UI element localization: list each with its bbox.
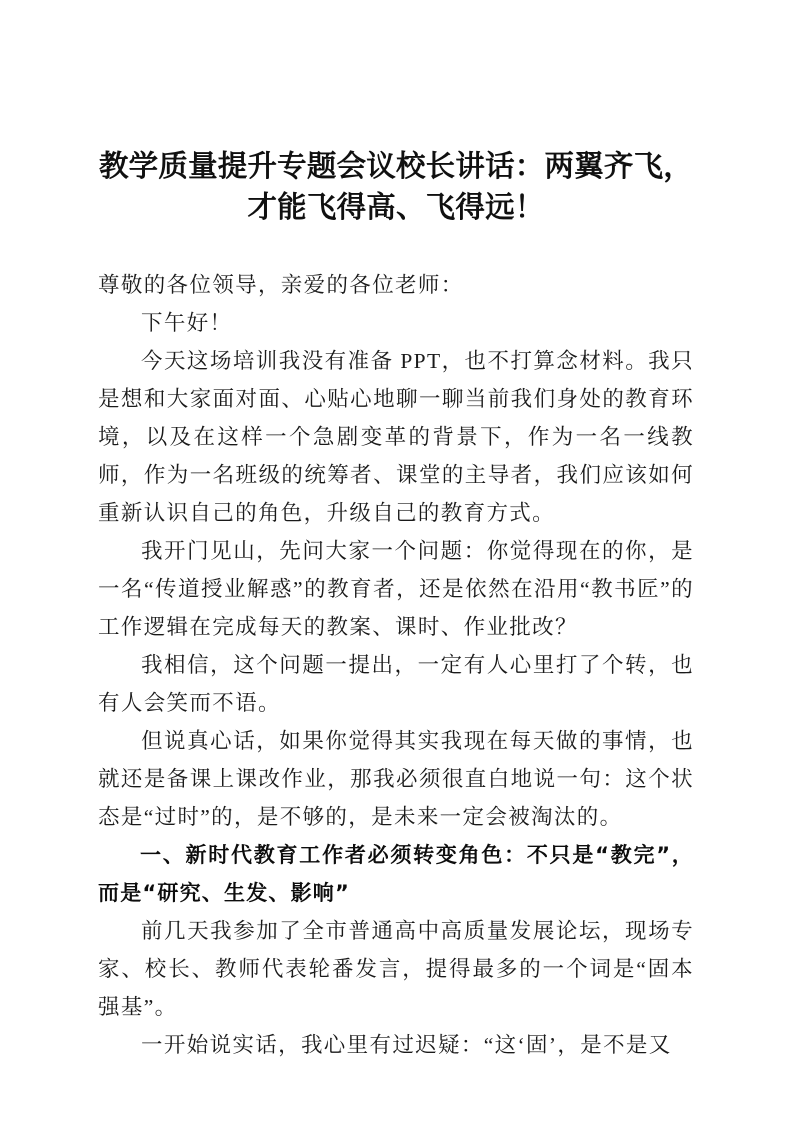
paragraph-doubt: 一开始说实话，我心里有过迟疑：“这‘固’，是不是又 xyxy=(141,1033,672,1057)
paragraph-opening: 今天这场培训我没有准备 PPT，也不打算念材料。我只是想和大家面对面、心贴心地聊一聊当前我们身处的教育环境，以及在这样一个急剧变革的背景下，作为一名一线教师，作为一名班级的统筹者、课堂的主导者，我们应该如何重新认识自己的角色，升级自己的教育方式。 xyxy=(98,349,694,525)
document-paragraph-list xyxy=(98,266,694,1064)
paragraph-question: 我开门见山，先问大家一个问题：你觉得现在的你，是一名“传道授业解惑”的教育者，还是依然在沿用“教书匠”的工作逻辑在完成每天的教案、课时、作业批改？ xyxy=(98,539,694,639)
paragraph-greeting: 下午好！ xyxy=(141,311,233,335)
page-title: 教学质量提升专题会议校长讲话：两翼齐飞，才能飞得高、飞得远！ xyxy=(98,149,693,224)
paragraph-section-one-heading: 一、新时代教育工作者必须转变角色：不只是“教完”，而是“研究、生发、影响” xyxy=(98,843,694,905)
paragraph-salutation: 尊敬的各位领导，亲爱的各位老师： xyxy=(98,273,464,297)
paragraph-belief: 我相信，这个问题一提出，一定有人心里打了个转，也有人会笑而不语。 xyxy=(98,653,694,715)
paragraph-forum: 前几天我参加了全市普通高中高质量发展论坛，现场专家、校长、教师代表轮番发言，提得最多的一个词是“固本强基”。 xyxy=(98,919,694,1019)
paragraph-truth: 但说真心话，如果你觉得其实我现在每天做的事情，也就还是备课上课改作业，那我必须很直白地说一句：这个状态是“过时”的，是不够的，是未来一定会被淘汰的。 xyxy=(98,729,694,829)
document-body xyxy=(98,0,694,1064)
